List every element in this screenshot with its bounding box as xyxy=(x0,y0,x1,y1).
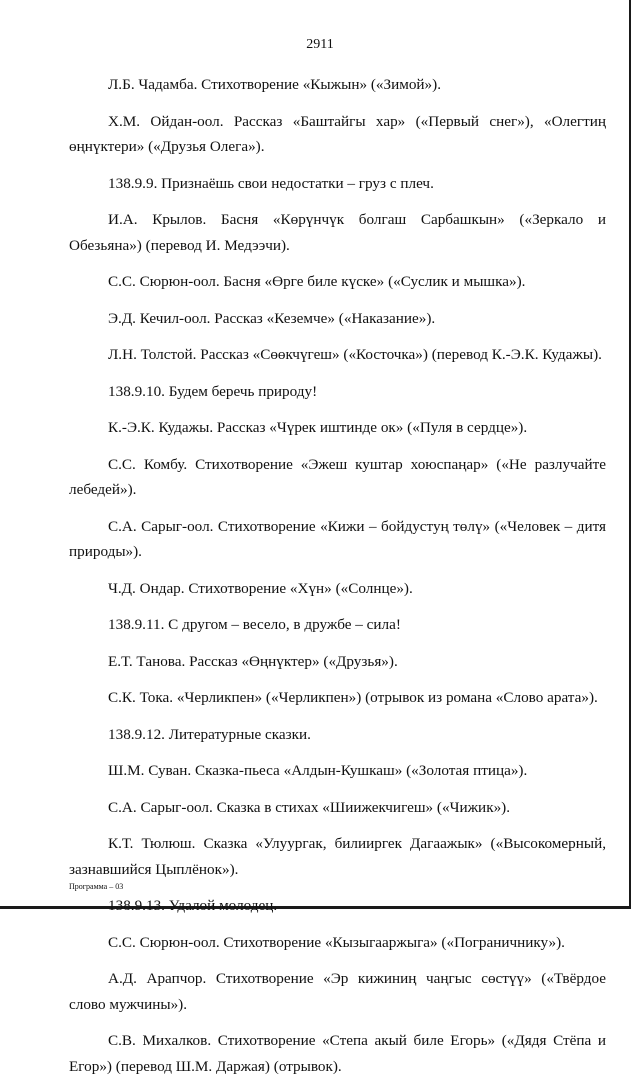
paragraph: К.Т. Тюлюш. Сказка «Улуургак, билииргек Дагаажык» («Высокомерный, зазнавшийся Цыплёнок»). xyxy=(69,835,606,878)
paragraph: К.-Э.К. Кудажы. Рассказ «Чүрек иштинде ок» («Пуля в сердце»). xyxy=(108,419,528,436)
paragraph: Ч.Д. Ондар. Стихотворение «Хүн» («Солнце»). xyxy=(108,579,413,597)
paragraph: Х.М. Ойдан-оол. Рассказ «Баштайгы хар» («Первый снег»), «Олегтиң өңнүктери» («Друзья Олега»). xyxy=(69,112,606,155)
paragraph: С.А. Сарыг-оол. Сказка в стихах «Шиижекчигеш» («Чижик»). xyxy=(108,798,511,816)
paragraph: С.С. Сюрюн-оол. Стихотворение «Кызыгааржыга» («Пограничнику»). xyxy=(108,933,565,951)
section-heading: 138.9.11. С другом – весело, в дружбе – сила! xyxy=(108,616,401,633)
paragraph: Е.Т. Танова. Рассказ «Өңнүктер» («Друзья»). xyxy=(108,652,398,670)
paragraph: С.С. Сюрюн-оол. Басня «Өрге биле күске» («Суслик и мышка»). xyxy=(108,273,526,290)
paragraph: Э.Д. Кечил-оол. Рассказ «Кеземче» («Наказание»). xyxy=(108,309,436,327)
footer-note: Программа – 03 xyxy=(69,882,124,891)
paragraph: С.В. Михалков. Стихотворение «Степа акый биле Егорь» («Дядя Стёпа и Егор») (перевод Ш.М. Даржая) (отрывок). xyxy=(69,1032,606,1075)
section-heading: 138.9.13. Удалой молодец. xyxy=(108,897,278,914)
paragraph: Л.Б. Чадамба. Стихотворение «Кыжын» («Зимой»). xyxy=(108,76,442,93)
paragraph: С.А. Сарыг-оол. Стихотворение «Кижи – бойдустуң төлү» («Человек – дитя природы»). xyxy=(69,517,606,560)
paragraph: И.А. Крылов. Басня «Көрүнчүк болгаш Сарбашкын» («Зеркало и Обезьяна») (перевод И. Медээчи). xyxy=(69,211,606,254)
section-heading: 138.9.9. Признаёшь свои недостатки – груз с плеч. xyxy=(108,174,434,192)
paragraph: Л.Н. Толстой. Рассказ «Сөөкчүгеш» («Косточка») (перевод К.-Э.К. Кудажы). xyxy=(108,346,602,363)
paragraph: А.Д. Арапчор. Стихотворение «Эр кижиниң чаңгыс сөстүү» («Твёрдое слово мужчины»). xyxy=(69,970,606,1013)
section-heading: 138.9.10. Будем беречь природу! xyxy=(108,382,318,400)
document-body xyxy=(69,72,606,1090)
paragraph: Ш.М. Суван. Сказка-пьеса «Алдын-Кушкаш» («Золотая птица»). xyxy=(108,762,528,779)
paragraph: С.С. Комбу. Стихотворение «Эжеш куштар хоюспаңар» («Не разлучайте лебедей»). xyxy=(69,455,606,498)
paragraph: С.К. Тока. «Черликпен» («Черликпен») (отрывок из романа «Слово арата»). xyxy=(108,689,598,706)
page-number: 2911 xyxy=(306,37,334,52)
section-heading: 138.9.12. Литературные сказки. xyxy=(108,725,311,743)
